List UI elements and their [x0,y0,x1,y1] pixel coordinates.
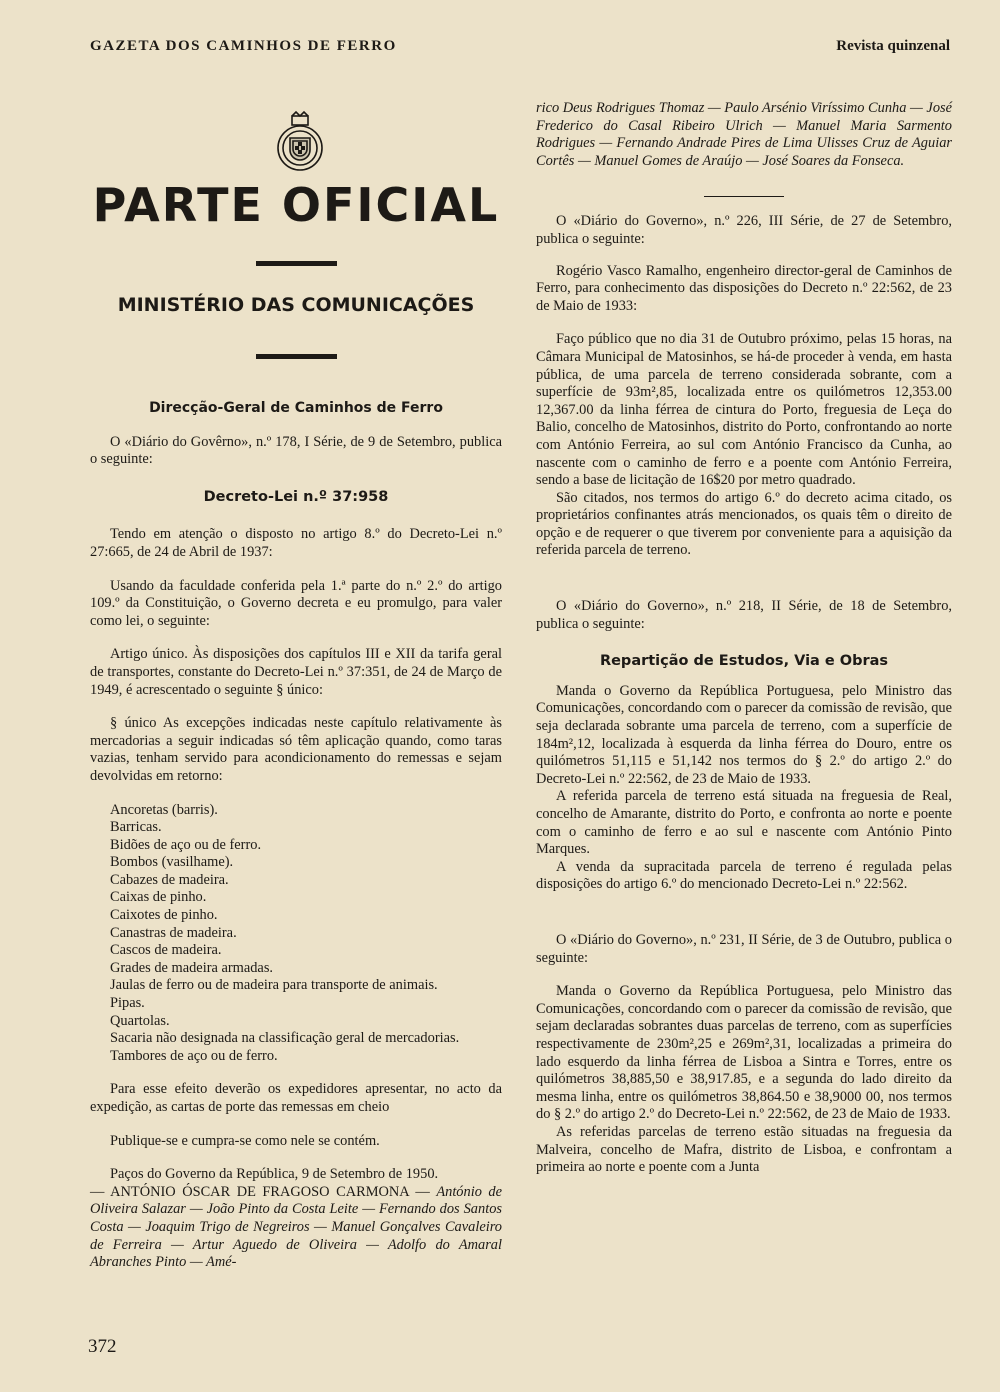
list-item: Canastras de madeira. [110,924,237,941]
paragraph: Paços do Governo da República, 9 de Setembro de 1950. [110,1166,439,1183]
coat-of-arms-icon [268,110,332,174]
list-item: Cascos de madeira. [110,942,222,959]
left-column [90,400,502,1272]
list-item: Bidões de aço ou de ferro. [110,836,262,853]
list-item: Bombos (vasilhame). [110,854,234,871]
president-signature: — ANTÓNIO ÓSCAR DE FRAGOSO CARMONA — [90,1183,430,1200]
paragraph: Faço público que no dia 31 de Outubro próximo, pelas 15 horas, na Câmara Municipal de Matosinhos, se há-de proceder à venda, em hasta pública, de uma parcela de terreno considerada sobrante, com a superfície de 93m²,85, localizada entre os quilómetros 12,353.00 12,367.00 da linha férrea de cintura do Porto, freguesia de Leça do Balio, concelho de Matosinhos, distrito do Porto, confrontando ao norte com António Ferreira, ao sul com António Francisco da Cunha, ao nascente com o caminho de ferro e a poente com António Ferreira, sendo a base de licitação de 16$20 por metro quadrado. [536,331,952,489]
paragraph: Publique-se e cumpra-se como nele se contém. [110,1132,380,1149]
goods-list [90,802,502,1066]
separator [704,196,784,197]
list-item: Caixas de pinho. [110,889,207,906]
page-number: 372 [88,1336,117,1357]
paragraph: O «Diário do Governo», n.º 218, II Série, de 18 de Setembro, publica o seguinte: [536,598,952,632]
paragraph: Rogério Vasco Ramalho, engenheiro director-geral de Caminhos de Ferro, para conhecimento das disposições do Decreto n.º 22:562, de 23 de Maio de 1933: [536,262,952,314]
decree-title: Decreto-Lei n.º 37:958 [203,488,389,505]
paragraph: O «Diário do Governo», n.º 231, II Série, de 3 de Outubro, publica o seguinte: [536,931,952,966]
paragraph: Artigo único. Às disposições dos capítulos III e XII da tarifa geral de transportes, constante do Decreto-Lei n.º 37:351, de 24 de Março de 1949, é acrescentado o seguinte § único: [90,646,502,698]
list-item: Grades de madeira armadas. [110,959,274,976]
journal-title: GAZETA DOS CAMINHOS DE FERRO [90,38,397,54]
signatures [90,1184,502,1272]
paragraph: Tendo em atenção o disposto no artigo 8.º do Decreto-Lei n.º 27:665, de 24 de Abril de 1937: [90,526,502,560]
paragraph: § único As excepções indicadas neste capítulo relativamente às mercadorias a seguir indicadas só têm aplicação quando, como taras vazias, tenham servido para acondicionamento do remessas e sejam devolvidas em retorno: [90,715,502,784]
paragraph: O «Diário do Governo», n.º 226, III Série, de 27 de Setembro, publica o seguinte: [536,213,952,247]
list-item: Quartolas. [110,1012,170,1029]
journal-subtitle: Revista quinzenal [836,38,950,54]
paragraph: A referida parcela de terreno está situada na freguesia de Real, concelho de Amarante, distrito do Porto, e confronta ao norte e poente com o caminho de ferro e ao sul e nascente com António Pinto Marques. [536,788,952,858]
list-item: Tambores de aço ou de ferro. [110,1047,278,1064]
list-item: Barricas. [110,819,162,836]
ministry-rule [256,354,337,359]
list-item: Cabazes de madeira. [110,871,229,888]
section-title: PARTE OFICIAL [92,178,500,232]
list-item: Sacaria não designada na classificação geral de mercadorias. [110,1030,460,1047]
list-item: Pipas. [110,995,145,1012]
department-heading: Direcção-Geral de Caminhos de Ferro [149,400,443,416]
paragraph: São citados, nos termos do artigo 6.º do decreto acima citado, os proprietários confinantes atrás mencionados, os quais têm o direito de opção e de requerer o que tiverem por conveniente para a aquisição da referida parcela de terreno. [536,489,952,559]
ministry-heading: MINISTÉRIO DAS COMUNICAÇÕES [117,294,475,316]
paragraph: Para esse efeito deverão os expedidores apresentar, no acto da expedição, as cartas de porte das remessas em cheio [90,1081,502,1115]
list-item: Caixotes de pinho. [110,907,218,924]
list-item: Ancoretas (barris). [110,801,218,818]
minister-signatures: António de Oliveira Salazar — João Pinto da Costa Leite — Fernando dos Santos Costa — Joaquim Trigo de Negreiros — Manuel Gonçalves Cavaleiro de Ferreira — Artur Aguedo de Oliveira — Adolfo do Amaral Abranches Pinto — Amé- [90,1183,503,1271]
minister-signatures-continued: rico Deus Rodrigues Thomaz — Paulo Arsénio Viríssimo Cunha — José Frederico do Casal Ribeiro Ulrich — Manuel Maria Sarmento Rodrigues — Fernando Andrade Pires de Lima Ulisses Cruz de Aguiar Cortês — Manuel Gomes de Araújo — José Soares da Fonseca. [536,100,952,169]
right-column [536,100,952,1177]
list-item: Jaulas de ferro ou de madeira para transporte de animais. [110,977,438,994]
paragraph: O «Diário do Govêrno», n.º 178, I Série, de 9 de Setembro, publica o seguinte: [90,433,502,468]
repartition-heading: Repartição de Estudos, Via e Obras [599,653,889,670]
paragraph: Usando da faculdade conferida pela 1.ª parte do n.º 2.º do artigo 109.º da Constituição, o Governo decreta e eu promulgo, para valer como lei, o seguinte: [90,577,502,629]
paragraph: A venda da supracitada parcela de terreno é regulada pelas disposições do artigo 6.º do mencionado Decreto-Lei n.º 22:562. [536,858,952,893]
paragraph: As referidas parcelas de terreno estão situadas na freguesia da Malveira, concelho de Mafra, distrito de Lisboa, e confrontam a primeira ao norte e poente com a Junta [536,1123,952,1176]
title-rule [256,261,337,266]
paragraph: Manda o Governo da República Portuguesa, pelo Ministro das Comunicações, concordando com o parecer da comissão de revisão, que sejam declaradas sobrantes duas parcelas de terreno, com as superfícies respectivamente de 230m²,25 e 269m²,31, localizadas a primeira do lado esquerdo da linha férrea de Lisboa a Sintra e Torres, entre os quilómetros 38,885,50 e 38,917.85, e a segunda do lado direito da mesma linha, entre os quilómetros 38,864.50 e 38,9000 00, nos termos do § 2.º do artigo 2.º do Decreto-Lei n.º 22:562, de 23 de Maio de 1933. [536,983,952,1123]
paragraph: Manda o Governo da República Portuguesa, pelo Ministro das Comunicações, concordando com o parecer da comissão de revisão, que seja declarada sobrante uma parcela de terreno, com a superfície de 184m²,12, localizada à esquerda da linha férrea do Douro, entre os quilómetros 51,115 e 51,142 nos termos do § 2.º do artigo 2.º do Decreto-Lei n.º 22:562, de 23 de Maio de 1933. [536,682,952,787]
